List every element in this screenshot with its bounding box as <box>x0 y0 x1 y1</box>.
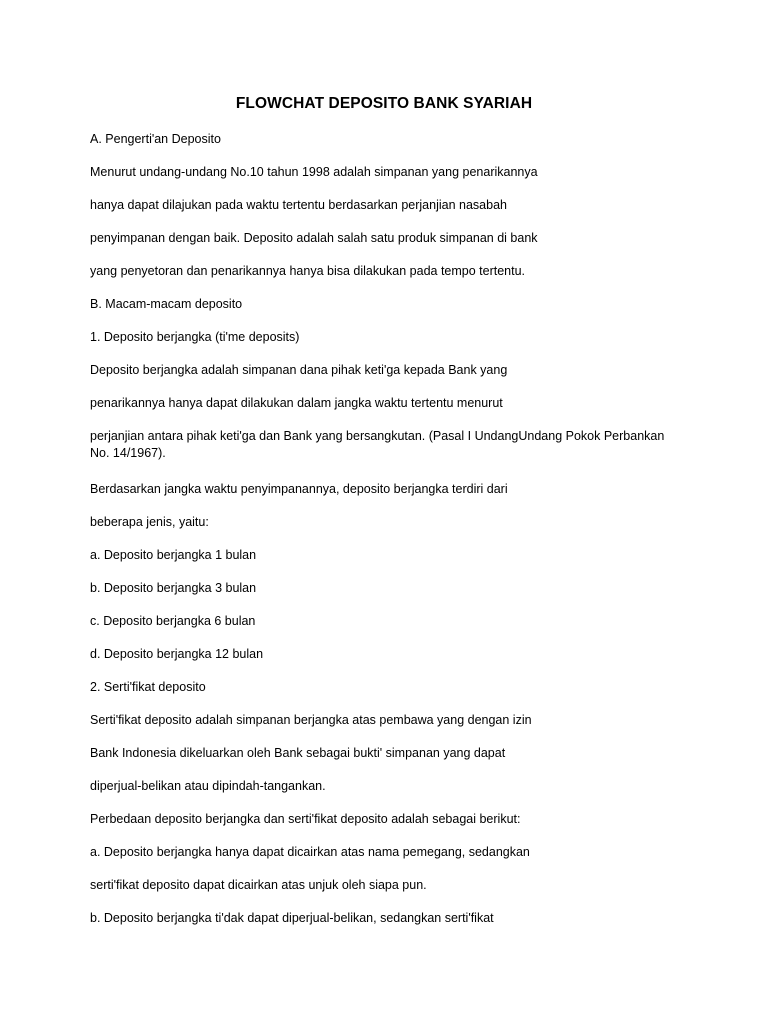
paragraph-line: penyimpanan dengan baik. Deposito adalah salah satu produk simpanan di bank <box>90 231 538 245</box>
list-item: c. Deposito berjangka 6 bulan <box>90 614 256 628</box>
paragraph-line: hanya dapat dilajukan pada waktu tertentu berdasarkan perjanjian nasabah <box>90 198 507 212</box>
section-heading-b: B. Macam-macam deposito <box>90 297 243 311</box>
paragraph-line: penarikannya hanya dapat dilakukan dalam jangka waktu tertentu menurut <box>90 396 503 410</box>
paragraph-line: Menurut undang-undang No.10 tahun 1998 adalah simpanan yang penarikannya <box>90 165 538 179</box>
paragraph-line: yang penyetoran dan penarikannya hanya bisa dilakukan pada tempo tertentu. <box>90 264 526 278</box>
subheading-2: 2. Serti'fikat deposito <box>90 680 206 694</box>
subheading-1: 1. Deposito berjangka (ti'me deposits) <box>90 330 300 344</box>
paragraph-line: beberapa jenis, yaitu: <box>90 515 209 529</box>
paragraph-line: perjanjian antara pihak keti'ga dan Bank yang bersangkutan. (Pasal I UndangUndang Pokok Perbankan No. 14/1967). <box>90 429 665 460</box>
document-title: FLOWCHAT DEPOSITO BANK SYARIAH <box>235 95 533 112</box>
list-item: b. Deposito berjangka 3 bulan <box>90 581 257 595</box>
paragraph-line: Perbedaan deposito berjangka dan serti'fikat deposito adalah sebagai berikut: <box>90 812 521 826</box>
paragraph-line: Serti'fikat deposito adalah simpanan berjangka atas pembawa yang dengan izin <box>90 713 532 727</box>
list-item: d. Deposito berjangka 12 bulan <box>90 647 264 661</box>
paragraph-line: Berdasarkan jangka waktu penyimpanannya, deposito berjangka terdiri dari <box>90 482 508 496</box>
paragraph-line: a. Deposito berjangka hanya dapat dicairkan atas nama pemegang, sedangkan <box>90 845 530 859</box>
list-item: a. Deposito berjangka 1 bulan <box>90 548 257 562</box>
section-heading-a: A. Pengerti'an Deposito <box>90 132 221 146</box>
paragraph-line: serti'fikat deposito dapat dicairkan atas unjuk oleh siapa pun. <box>90 878 427 892</box>
paragraph-line: diperjual-belikan atau dipindah-tangankan. <box>90 779 326 793</box>
paragraph-line: Bank Indonesia dikeluarkan oleh Bank sebagai bukti' simpanan yang dapat <box>90 746 506 760</box>
paragraph-line: Deposito berjangka adalah simpanan dana pihak keti'ga kepada Bank yang <box>90 363 508 377</box>
paragraph-line: b. Deposito berjangka ti'dak dapat diperjual-belikan, sedangkan serti'fikat <box>90 911 494 925</box>
